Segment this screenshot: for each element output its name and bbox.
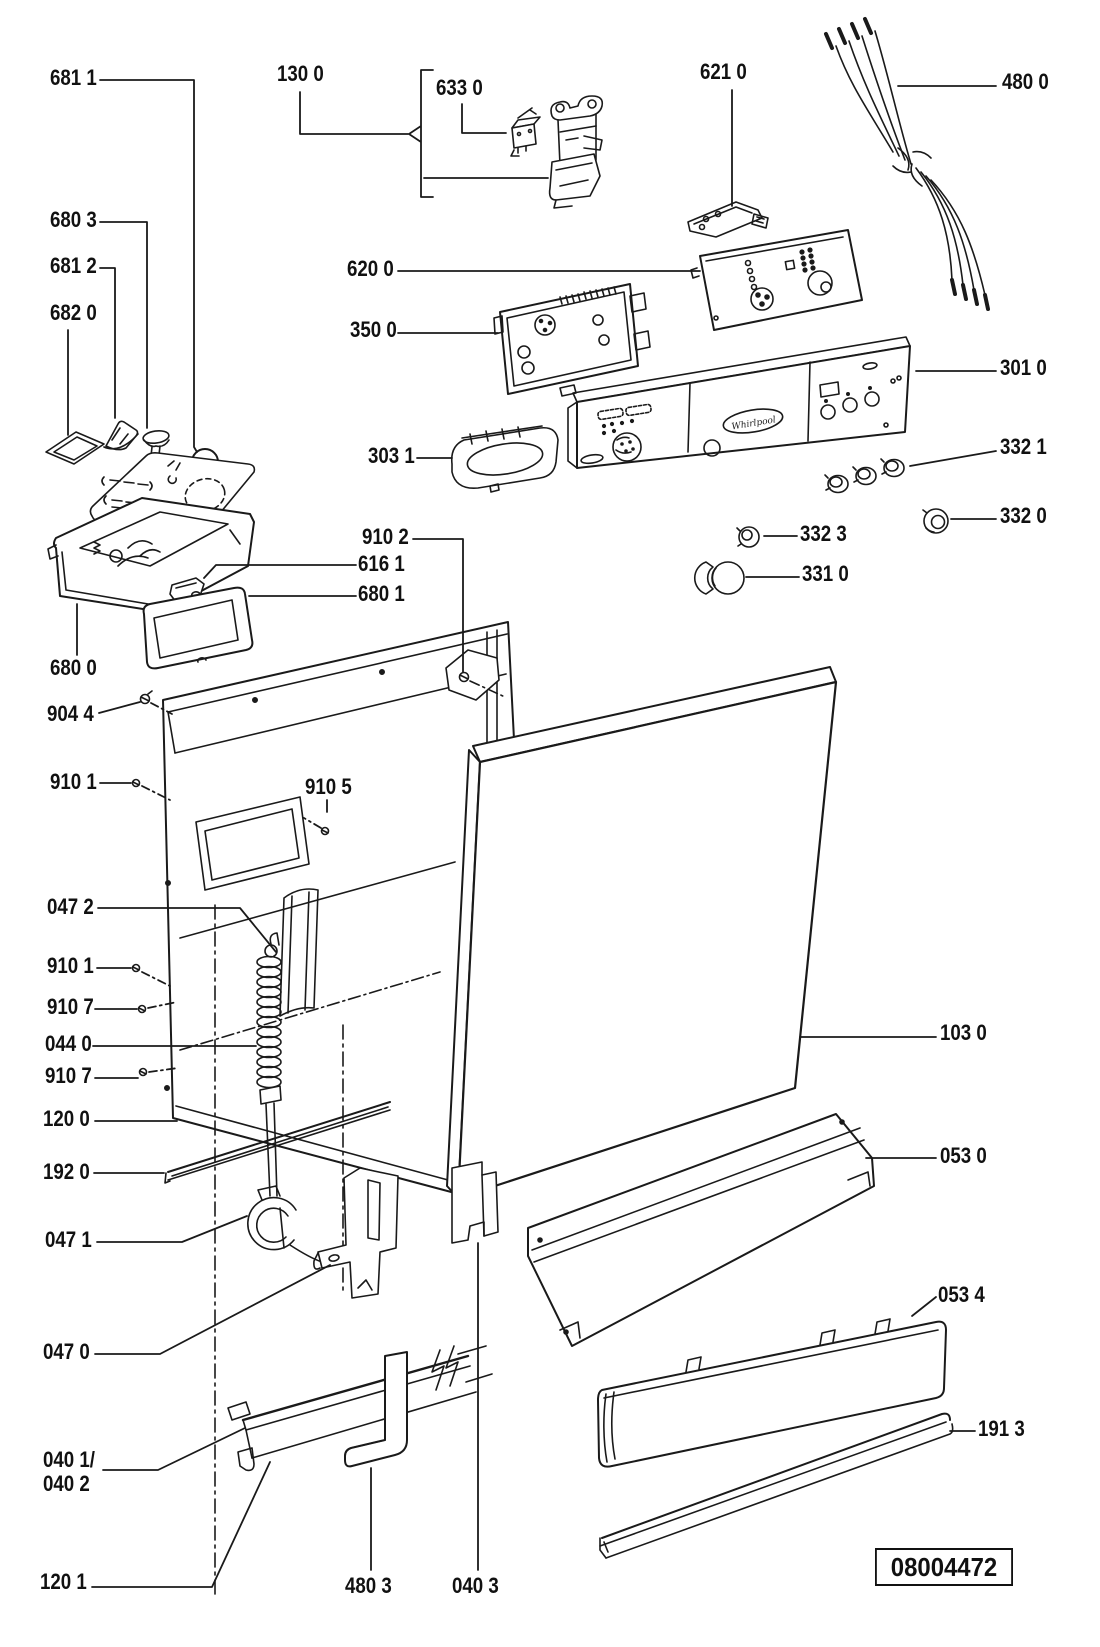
part-label: 480 0 bbox=[1002, 69, 1049, 94]
part-label: 301 0 bbox=[1000, 355, 1047, 380]
board-621 bbox=[688, 202, 768, 237]
part-label: 047 1 bbox=[45, 1227, 92, 1252]
part-label: 616 1 bbox=[358, 551, 405, 576]
part-label: 910 5 bbox=[305, 774, 352, 799]
part-label: 620 0 bbox=[347, 256, 394, 281]
document-code-box bbox=[875, 1548, 1013, 1586]
part-label: 904 4 bbox=[47, 701, 94, 726]
board-350 bbox=[494, 284, 650, 396]
part-label: 192 0 bbox=[43, 1159, 90, 1184]
part-label: 047 2 bbox=[47, 894, 94, 919]
document-code: 08004472 bbox=[890, 1551, 998, 1582]
brand-logo-text: Whirlpool bbox=[730, 415, 777, 433]
part-label: 331 0 bbox=[802, 561, 849, 586]
part-label: 053 0 bbox=[940, 1143, 987, 1168]
part-label: 120 1 bbox=[40, 1569, 87, 1594]
part-label: 910 2 bbox=[362, 524, 409, 549]
outer-door-panel bbox=[447, 667, 836, 1198]
bracket-040-3 bbox=[452, 1162, 498, 1243]
part-label: 303 1 bbox=[368, 443, 415, 468]
part-label: 332 1 bbox=[1000, 434, 1047, 459]
part-label: 332 0 bbox=[1000, 503, 1047, 528]
door-latch-assembly bbox=[511, 96, 602, 208]
part-label: 681 1 bbox=[50, 65, 97, 90]
part-label: 682 0 bbox=[50, 300, 97, 325]
kick-plate bbox=[598, 1319, 946, 1467]
part-label: 680 0 bbox=[50, 655, 97, 680]
part-label: 910 1 bbox=[47, 953, 94, 978]
part-label: 680 1 bbox=[358, 581, 405, 606]
part-label: 680 3 bbox=[50, 207, 97, 232]
part-label: 480 3 bbox=[345, 1573, 392, 1598]
part-label: 053 4 bbox=[938, 1282, 985, 1307]
part-label: 681 2 bbox=[50, 253, 97, 278]
part-label: 910 7 bbox=[45, 1063, 92, 1088]
part-label: 040 1/ 040 2 bbox=[43, 1447, 95, 1497]
part-label: 044 0 bbox=[45, 1031, 92, 1056]
part-label: 120 0 bbox=[43, 1106, 90, 1131]
door-handle bbox=[452, 426, 558, 492]
part-label: 350 0 bbox=[350, 317, 397, 342]
part-label: 910 7 bbox=[47, 994, 94, 1019]
bracket-480-3 bbox=[345, 1352, 407, 1466]
part-label: 621 0 bbox=[700, 59, 747, 84]
part-label: 332 3 bbox=[800, 521, 847, 546]
part-label: 633 0 bbox=[436, 75, 483, 100]
board-620 bbox=[691, 230, 862, 330]
hinge-bracket bbox=[318, 1168, 398, 1298]
part-label: 910 1 bbox=[50, 769, 97, 794]
part-label: 191 3 bbox=[978, 1416, 1025, 1441]
part-label: 047 0 bbox=[43, 1339, 90, 1364]
part-label: 103 0 bbox=[940, 1020, 987, 1045]
part-label: 130 0 bbox=[277, 61, 324, 86]
part-label: 040 3 bbox=[452, 1573, 499, 1598]
